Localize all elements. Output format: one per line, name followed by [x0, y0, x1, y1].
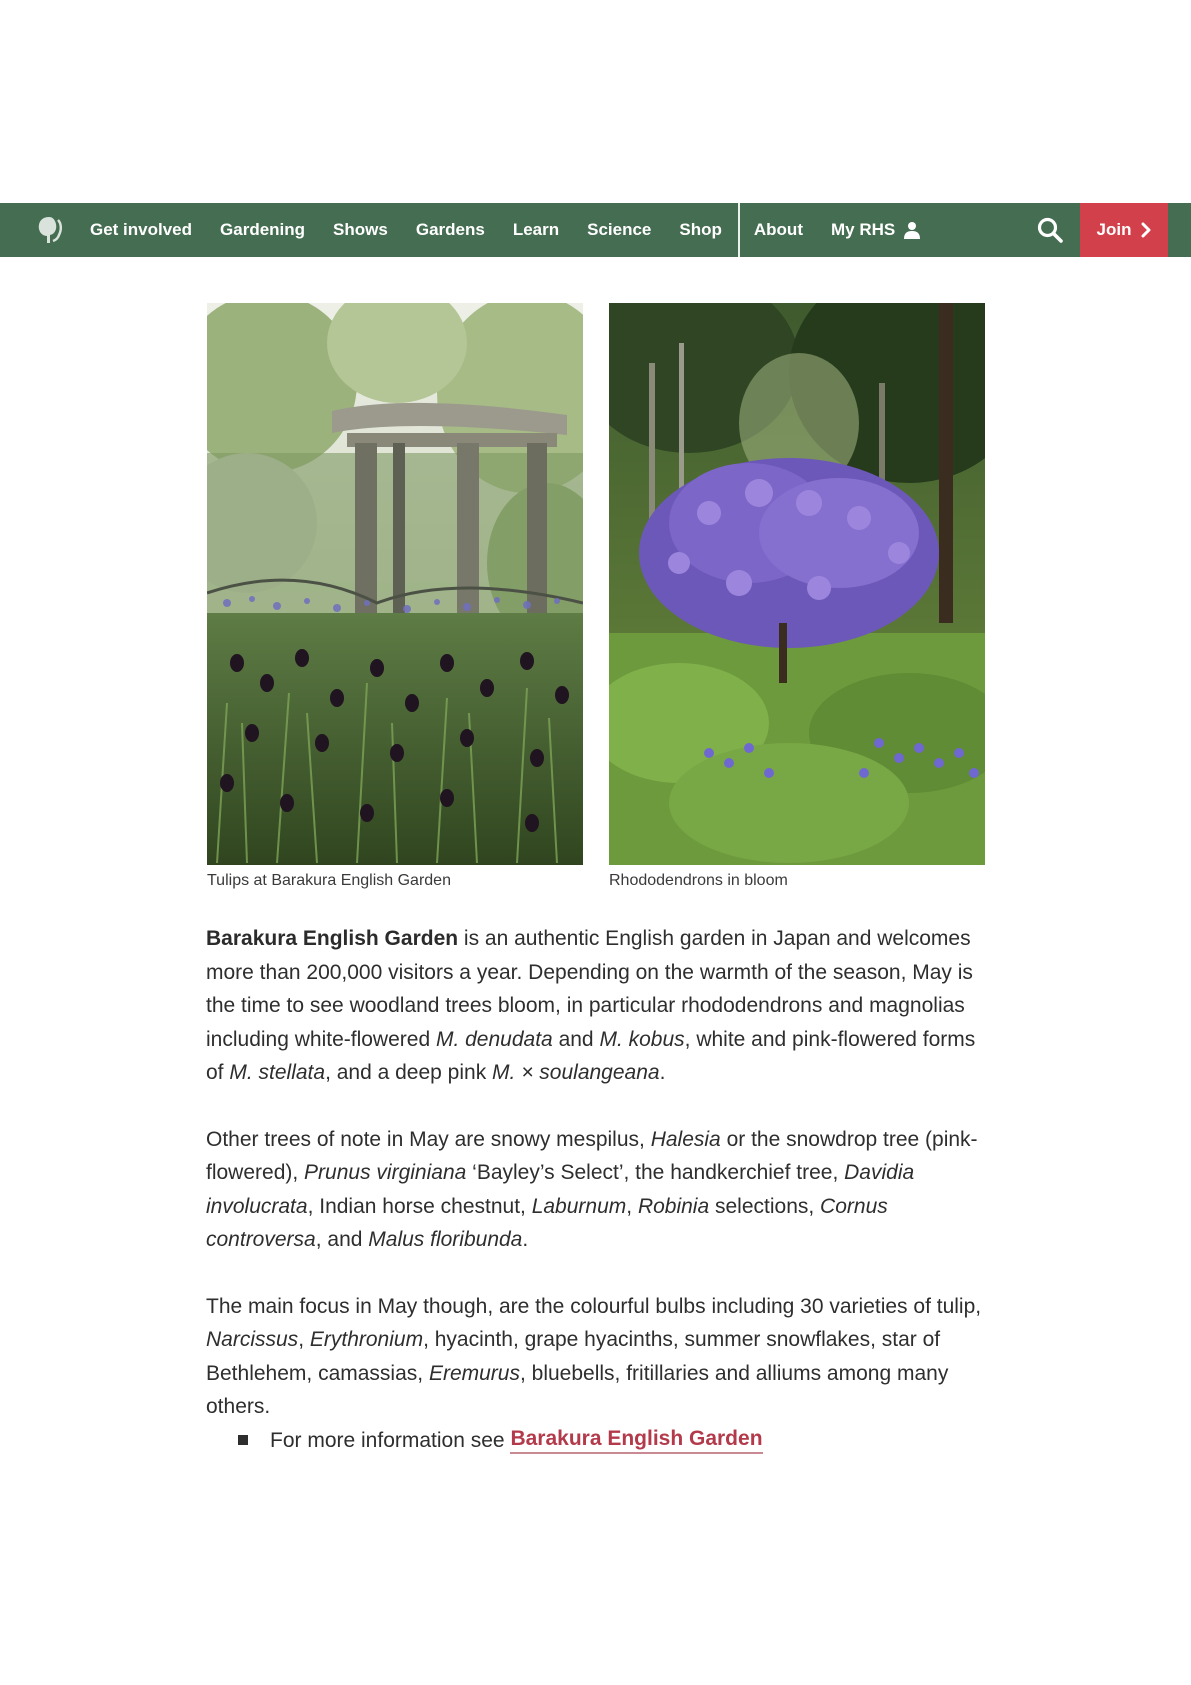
text-run: , — [298, 1328, 310, 1351]
more-info-bullet — [238, 1424, 996, 1458]
join-button[interactable] — [1080, 203, 1168, 257]
nav-about[interactable]: About — [753, 220, 803, 239]
italic-text: M. kobus — [599, 1027, 685, 1051]
italic-text: M. denudata — [435, 1027, 553, 1051]
search-button[interactable] — [1020, 203, 1080, 257]
nav-gardens[interactable]: Gardens — [415, 220, 485, 239]
rhododendron-caption: Rhododendrons in bloom — [609, 872, 788, 889]
join-label: Join — [1096, 220, 1132, 239]
text-run: . — [659, 1061, 666, 1084]
text-run: , and a deep pink — [325, 1061, 493, 1084]
text-run: selections, — [709, 1194, 821, 1218]
user-icon — [903, 221, 921, 239]
barakura-link[interactable]: Barakura English Garden — [510, 1426, 762, 1454]
rhs-leaf-logo-icon[interactable] — [32, 212, 68, 248]
italic-text: Eremurus — [428, 1361, 520, 1385]
paragraph-bulbs — [206, 1290, 996, 1424]
italic-text: Malus floribunda — [368, 1228, 523, 1251]
search-icon — [1037, 217, 1063, 243]
nav-my-rhs[interactable] — [831, 220, 921, 240]
tulips-photo — [207, 303, 583, 865]
bold-text: Barakura English Garden — [206, 927, 459, 950]
nav-gardening[interactable]: Gardening — [220, 220, 306, 239]
more-info-prefix: For more information see — [270, 1428, 505, 1452]
text-run: , — [626, 1194, 638, 1218]
text-run: or the snowdrop tree (pink-flowered), — [206, 1127, 978, 1184]
article-body — [206, 922, 996, 1457]
italic-text: Halesia — [650, 1127, 721, 1151]
bullet-square-icon — [238, 1435, 248, 1445]
italic-text: Laburnum — [531, 1194, 627, 1218]
nav-divider — [738, 203, 740, 257]
text-run: , bluebells, fritillaries and alliums among many others. — [206, 1361, 949, 1418]
main-navigation — [0, 203, 1191, 257]
italic-text: Prunus virginiana — [304, 1161, 467, 1184]
text-run: The main focus in May though, are the colourful bulbs including 30 varieties of tulip, — [206, 1294, 982, 1318]
nav-get-involved[interactable]: Get involved — [90, 220, 193, 239]
text-run: Other trees of note in May are snowy mespilus, — [206, 1127, 651, 1151]
nav-shows[interactable]: Shows — [333, 220, 388, 239]
paragraph-trees — [206, 1123, 996, 1257]
italic-text: Davidia involucrata — [206, 1161, 915, 1218]
nav-shop[interactable]: Shop — [679, 220, 722, 239]
text-run: , white and pink-flowered forms of — [206, 1027, 976, 1084]
italic-text: Robinia — [637, 1194, 710, 1218]
nav-learn[interactable]: Learn — [512, 220, 560, 239]
chevron-right-icon — [1141, 222, 1151, 238]
italic-text: M. × soulangeana — [492, 1061, 660, 1084]
nav-science[interactable]: Science — [587, 220, 652, 239]
text-run: and — [552, 1027, 600, 1051]
text-run: . — [522, 1228, 529, 1251]
rhododendron-photo — [609, 303, 985, 865]
paragraph-intro — [206, 922, 996, 1090]
text-run: , Indian horse chestnut, — [307, 1194, 532, 1218]
tulips-caption: Tulips at Barakura English Garden — [207, 872, 451, 889]
text-run: is an authentic English garden in Japan and welcomes more than 200,000 visitors a year. Depending on the warmth of the season, May is the time to see woodland trees bloom, in particular rhododendrons and magnolias including white-flowered — [206, 927, 973, 1051]
italic-text: Cornus controversa — [206, 1194, 888, 1251]
text-run: , hyacinth, grape hyacinths, summer snowflakes, star of Bethlehem, camassias, — [206, 1328, 941, 1385]
italic-text: Narcissus — [206, 1328, 299, 1351]
my-rhs-label: My RHS — [830, 220, 896, 239]
text-run: ‘Bayley’s Select’, the handkerchief tree, — [466, 1161, 845, 1184]
text-run: , and — [315, 1228, 369, 1251]
italic-text: Erythronium — [309, 1328, 424, 1351]
italic-text: M. stellata — [229, 1061, 326, 1084]
